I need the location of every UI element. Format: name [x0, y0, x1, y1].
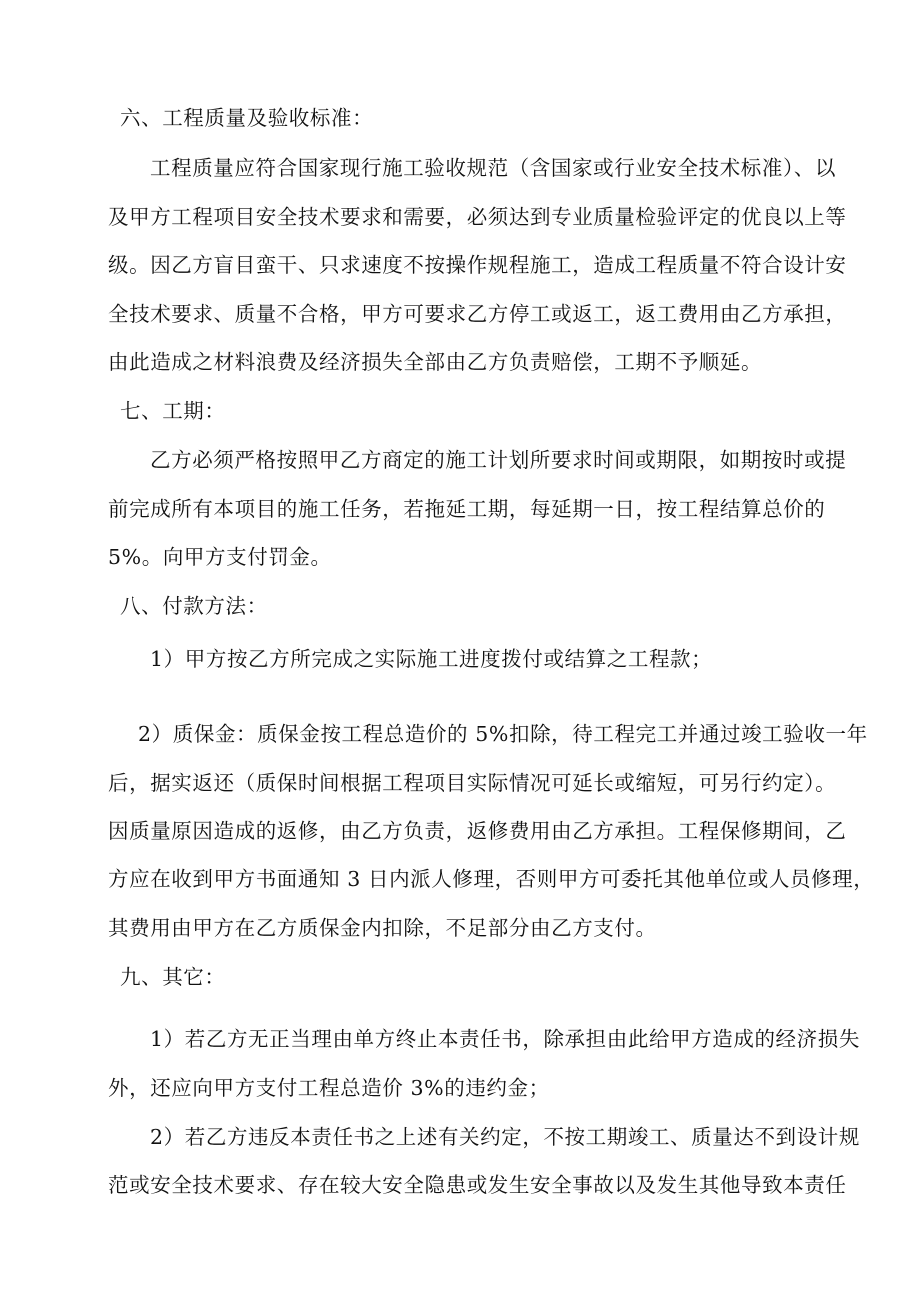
section-9-item-1-line-2: 外，还应向甲方支付工程总造价 3%的违约金； [108, 1076, 550, 1100]
section-9-heading: 九、其它： [120, 965, 226, 989]
section-6-line-4: 全技术要求、质量不合格，甲方可要求乙方停工或返工，返工费用由乙方承担， [108, 302, 847, 326]
section-9-item-1-line-1: 1）若乙方无正当理由单方终止本责任书，除承担由此给甲方造成的经济损失 [150, 1027, 860, 1051]
section-8-heading: 八、付款方法： [120, 594, 268, 618]
section-6-heading: 六、工程质量及验收标准： [120, 106, 374, 130]
section-8-item-2-line-5: 其费用由甲方在乙方质保金内扣除，不足部分由乙方支付。 [108, 916, 657, 940]
section-8-item-2-line-3: 因质量原因造成的返修，由乙方负责，返修费用由乙方承担。工程保修期间，乙 [108, 819, 847, 843]
section-6-line-3: 级。因乙方盲目蛮干、只求速度不按操作规程施工，造成工程质量不符合设计安 [108, 253, 847, 277]
section-8-item-1: 1）甲方按乙方所完成之实际施工进度拨付或结算之工程款； [150, 647, 713, 671]
section-8-item-2-line-2: 后，据实返还（质保时间根据工程项目实际情况可延长或缩短，可另行约定）。 [108, 771, 837, 795]
section-7-line-2: 前完成所有本项目的施工任务，若拖延工期，每延期一日，按工程结算总价的 [108, 497, 826, 521]
section-9-item-2-line-2: 范或安全技术要求、存在较大安全隐患或发生安全事故以及发生其他导致本责任 [108, 1173, 847, 1197]
section-6-line-1: 工程质量应符合国家现行施工验收规范（含国家或行业安全技术标准）、以 [150, 156, 837, 180]
section-7-line-1: 乙方必须严格按照甲乙方商定的施工计划所要求时间或期限，如期按时或提 [150, 448, 847, 472]
section-6-line-2: 及甲方工程项目安全技术要求和需要，必须达到专业质量检验评定的优良以上等 [108, 205, 847, 229]
section-7-line-3: 5%。向甲方支付罚金。 [108, 545, 332, 569]
section-9-item-2-line-1: 2）若乙方违反本责任书之上述有关约定，不按工期竣工、质量达不到设计规 [150, 1125, 860, 1149]
section-6-line-5: 由此造成之材料浪费及经济损失全部由乙方负责赔偿，工期不予顺延。 [108, 350, 763, 374]
section-7-heading: 七、工期： [120, 399, 226, 423]
section-8-item-2-line-1: 2）质保金：质保金按工程总造价的 5%扣除，待工程完工并通过竣工验收一年 [138, 722, 868, 746]
section-8-item-2-line-4: 方应在收到甲方书面通知 3 日内派人修理，否则甲方可委托其他单位或人员修理， [108, 867, 875, 891]
